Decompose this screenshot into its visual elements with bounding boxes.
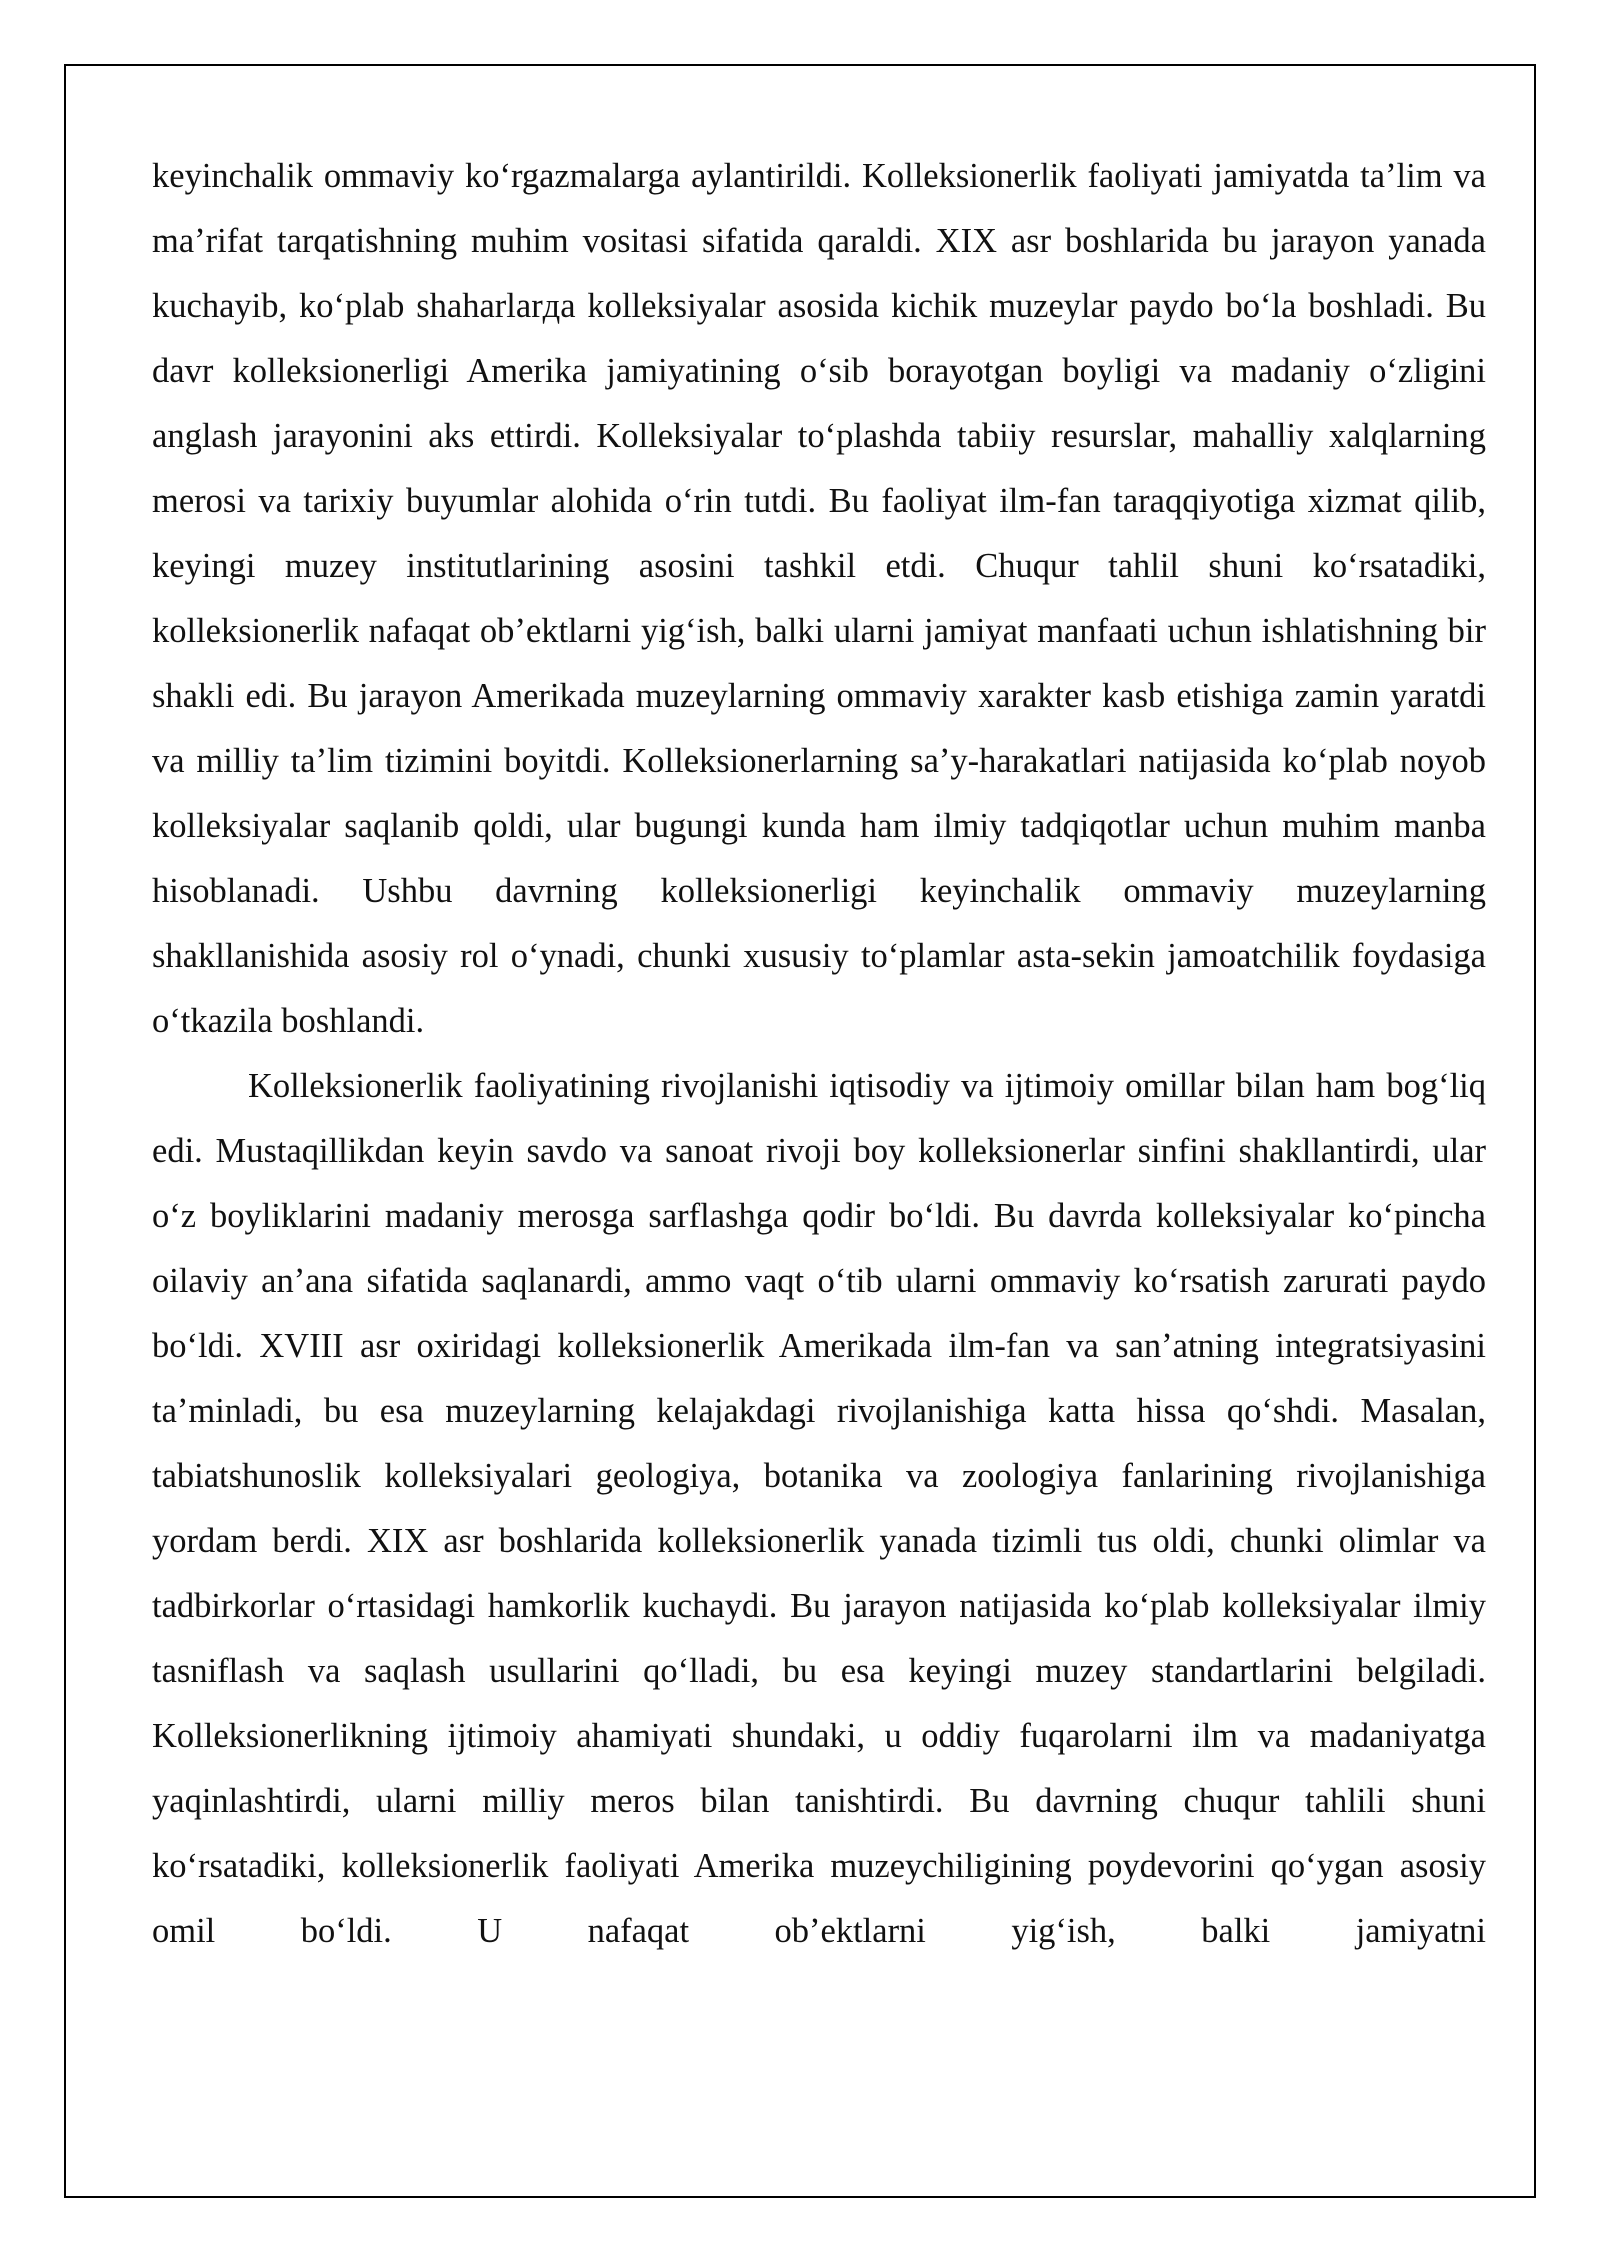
paragraph: keyinchalik ommaviy koʻrgazmalarga aylantirildi. Kolleksionerlik faoliyati jamiyatda taʼlim va maʼrifat tarqatishning muhim vositasi sifatida qaraldi. XIX asr boshlarida bu jarayon yanada kuchayib, koʻplab shaharlarда kolleksiyalar asosida kichik muzeylar paydo boʻla boshladi. Bu davr kolleksionerligi Amerika jamiyatining oʻsib borayotgan boyligi va madaniy oʻzligini anglash jarayonini aks ettirdi. Kolleksiyalar toʻplashda tabiiy resurslar, mahalliy xalqlarning merosi va tarixiy buyumlar alohida oʻrin tutdi. Bu faoliyat ilm-fan taraqqiyotiga xizmat qilib, keyingi muzey institutlarining asosini tashkil etdi. Chuqur tahlil shuni koʻrsatadiki, kolleksionerlik nafaqat obʼektlarni yigʻish, balki ularni jamiyat manfaati uchun ishlatishning bir shakli edi. Bu jarayon Amerikada muzeylarning ommaviy xarakter kasb etishiga zamin yaratdi va milliy taʼlim tizimini boyitdi. Kolleksionerlarning saʼy-harakatlari natijasida koʻplab noyob kolleksiyalar saqlanib qoldi, ular bugungi kunda ham ilmiy tadqiqotlar uchun muhim manba hisoblanadi. Ushbu davrning kolleksionerligi keyinchalik ommaviy muzeylarning shakllanishida asosiy rol oʻynadi, chunki xususiy toʻplamlar asta-sekin jamoatchilik foydasiga oʻtkazila boshlandi. [152, 157, 1486, 1040]
document-body [152, 144, 1486, 1964]
paragraph: Kolleksionerlik faoliyatining rivojlanishi iqtisodiy va ijtimoiy omillar bilan ham bogʻliq edi. Mustaqillikdan keyin savdo va sanoat rivoji boy kolleksionerlar sinfini shakllantirdi, ular oʻz boyliklarini madaniy merosga sarflashga qodir boʻldi. Bu davrda kolleksiyalar koʻpincha oilaviy anʼana sifatida saqlanardi, ammo vaqt oʻtib ularni ommaviy koʻrsatish zarurati paydo boʻldi. XVIII asr oxiridagi kolleksionerlik Amerikada ilm-fan va sanʼatning integratsiyasini taʼminladi, bu esa muzeylarning kelajakdagi rivojlanishiga katta hissa qoʻshdi. Masalan, tabiatshunoslik kolleksiyalari geologiya, botanika va zoologiya fanlarining rivojlanishiga yordam berdi. XIX asr boshlarida kolleksionerlik yanada tizimli tus oldi, chunki olimlar va tadbirkorlar oʻrtasidagi hamkorlik kuchaydi. Bu jarayon natijasida koʻplab kolleksiyalar ilmiy tasniflash va saqlash usullarini qoʻlladi, bu esa keyingi muzey standartlarini belgiladi. Kolleksionerlikning ijtimoiy ahamiyati shundaki, u oddiy fuqarolarni ilm va madaniyatga yaqinlashtirdi, ularni milliy meros bilan tanishtirdi. Bu davrning chuqur tahlili shuni koʻrsatadiki, kolleksionerlik faoliyati Amerika muzeychiligining poydevorini qoʻygan asosiy omil boʻldi. U nafaqat obʼektlarni yigʻish, balki jamiyatni [152, 1067, 1486, 1950]
